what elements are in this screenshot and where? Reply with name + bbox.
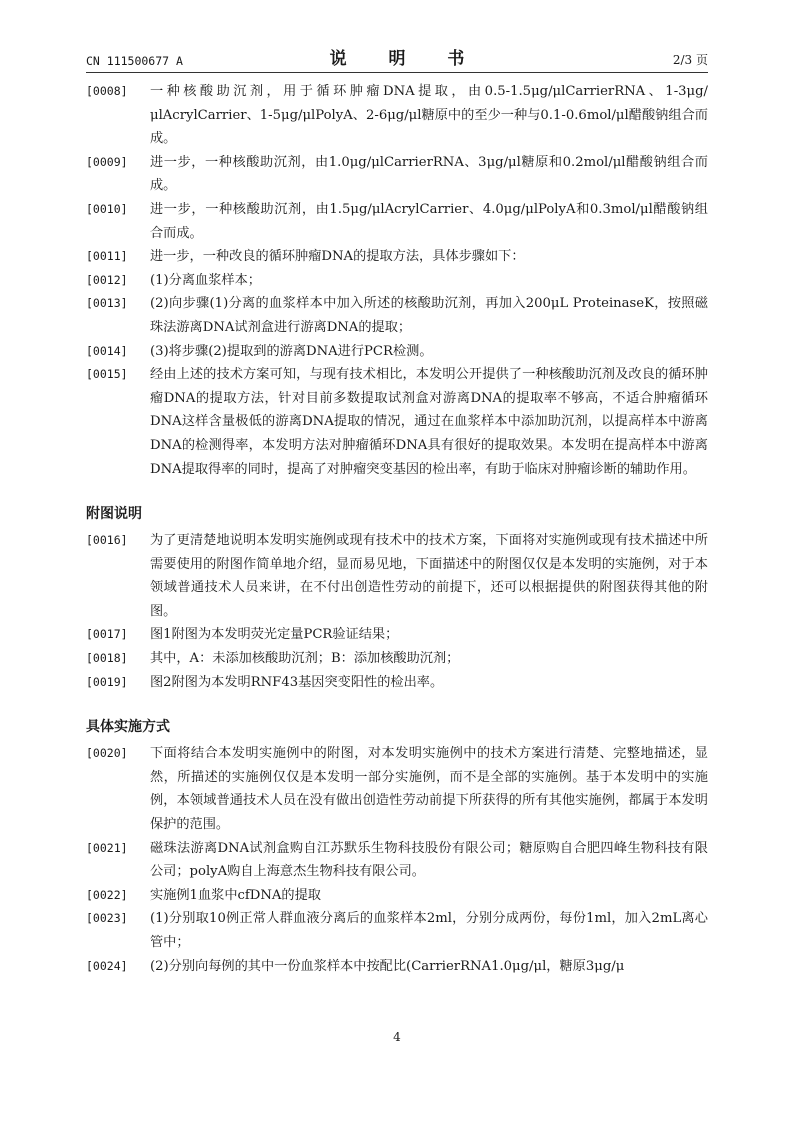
paragraph [86, 151, 708, 198]
paragraph-number: [0016] [86, 533, 128, 548]
paragraph [86, 340, 708, 364]
paragraph-number: [0023] [86, 911, 128, 926]
section-heading-embodiments: 具体实施方式 [86, 719, 170, 736]
paragraph-number: [0020] [86, 746, 128, 761]
paragraph-group-summary [86, 80, 708, 481]
paragraph [86, 884, 708, 908]
paragraph-number: [0015] [86, 367, 128, 382]
paragraph [86, 269, 708, 293]
paragraph-group-embodiments [86, 742, 708, 978]
paragraph [86, 198, 708, 245]
paragraph [86, 837, 708, 884]
paragraph [86, 292, 708, 339]
paragraph-number: [0009] [86, 154, 128, 169]
paragraph-text: 图1附图为本发明荧光定量PCR验证结果； [150, 627, 399, 643]
paragraph-text: 磁珠法游离DNA试剂盒购自江苏默乐生物科技股份有限公司；糖原购自合肥四峰生物科技有限公司；polyA购自上海意杰生物科技有限公司。 [150, 840, 708, 880]
paragraph-number: [0018] [86, 651, 128, 666]
page-header [86, 46, 708, 73]
paragraph-text: 进一步，一种核酸助沉剂，由1.0μg/μlCarrierRNA、3μg/μl糖原和0.2mol/μl醋酸钠组合而成。 [150, 154, 708, 194]
paragraph-text: (3)将步骤(2)提取到的游离DNA进行PCR检测。 [150, 343, 433, 359]
paragraph-number: [0021] [86, 840, 128, 855]
paragraph [86, 363, 708, 481]
paragraph-number: [0011] [86, 249, 128, 264]
paragraph-text: 进一步，一种改良的循环肿瘤DNA的提取方法，具体步骤如下： [150, 249, 525, 265]
paragraph-number: [0014] [86, 343, 128, 358]
paragraph-text: (1)分离血浆样本； [150, 272, 261, 288]
paragraph-text: 经由上述的技术方案可知，与现有技术相比，本发明公开提供了一种核酸助沉剂及改良的循环肿瘤DNA的提取方法，针对目前多数提取试剂盒对游离DNA的提取率不够高，不适合肿瘤循环DNA这样含量极低的游离DNA提取的情况，通过在血浆样本中添加助沉剂，以提高样本中游离DNA的检测得率，本发明方法对肿瘤循环DNA具有很好的提取效果。本发明在提高样本中游离DNA提取得率的同时，提高了对肿瘤突变基因的检出率，有助于临床对肿瘤诊断的辅助作用。 [150, 367, 708, 477]
paragraph [86, 529, 708, 623]
paragraph [86, 245, 708, 269]
paragraph-text: 一种核酸助沉剂，用于循环肿瘤DNA提取，由0.5-1.5μg/μlCarrierRNA、1-3μg/μlAcrylCarrier、1-5μg/μlPolyA、2-6μg/μl糖原中的至少一种与0.1-0.6mol/μl醋酸钠组合而成。 [150, 84, 708, 147]
paragraph-number: [0010] [86, 201, 128, 216]
paragraph-number: [0019] [86, 674, 128, 689]
paragraph [86, 647, 708, 671]
paragraph-text: 实施例1血浆中cfDNA的提取 [150, 887, 321, 903]
paragraph-number: [0013] [86, 296, 128, 311]
paragraph-number: [0022] [86, 887, 128, 902]
paragraph-group-figures [86, 529, 708, 694]
paragraph-text: (1)分别取10例正常人群血液分离后的血浆样本2ml，分别分成两份，每份1ml，加入2mL离心管中； [150, 911, 708, 950]
section-heading-figures: 附图说明 [86, 506, 142, 523]
paragraph-text: 图2附图为本发明RNF43基因突变阳性的检出率。 [150, 674, 444, 690]
paragraph-text: 下面将结合本发明实施例中的附图，对本发明实施例中的技术方案进行清楚、完整地描述，显然，所描述的实施例仅仅是本发明一部分实施例，而不是全部的实施例。基于本发明中的实施例，本领域普通技术人员在没有做出创造性劳动前提下所获得的所有其他实施例，都属于本发明保护的范围。 [150, 746, 708, 833]
document-body [86, 80, 708, 978]
paragraph [86, 80, 708, 151]
paragraph [86, 623, 708, 647]
paragraph [86, 742, 708, 836]
paragraph-text: 其中，A：未添加核酸助沉剂；B：添加核酸助沉剂； [150, 651, 460, 667]
paragraph [86, 907, 708, 954]
paragraph-number: [0008] [86, 84, 128, 98]
paragraph-number: [0012] [86, 272, 128, 287]
paragraph-text: 进一步，一种核酸助沉剂，由1.5μg/μlAcrylCarrier、4.0μg/μlPolyA和0.3mol/μl醋酸钠组合而成。 [150, 201, 708, 241]
paragraph [86, 671, 708, 695]
paragraph-text: 为了更清楚地说明本发明实施例或现有技术中的技术方案，下面将对实施例或现有技术描述中所需要使用的附图作简单地介绍，显而易见地，下面描述中的附图仅仅是本发明的实施例，对于本领域普通技术人员来讲，在不付出创造性劳动的前提下，还可以根据提供的附图获得其他的附图。 [150, 533, 708, 619]
paragraph-text: (2)分别向每例的其中一份血浆样本中按配比(CarrierRNA1.0μg/μl，糖原3μg/μ [150, 958, 625, 974]
paragraph-number: [0017] [86, 627, 128, 642]
paragraph-number: [0024] [86, 958, 128, 973]
paragraph-text: (2)向步骤(1)分离的血浆样本中加入所述的核酸助沉剂，再加入200μL ProteinaseK，按照磁珠法游离DNA试剂盒进行游离DNA的提取； [150, 296, 708, 335]
document-number: CN 111500677 A [86, 54, 183, 68]
paragraph [86, 955, 708, 979]
page-title: 说 明 书 [329, 49, 483, 69]
page-fraction: 2/3 页 [672, 53, 708, 67]
page-number: 4 [393, 1030, 401, 1044]
